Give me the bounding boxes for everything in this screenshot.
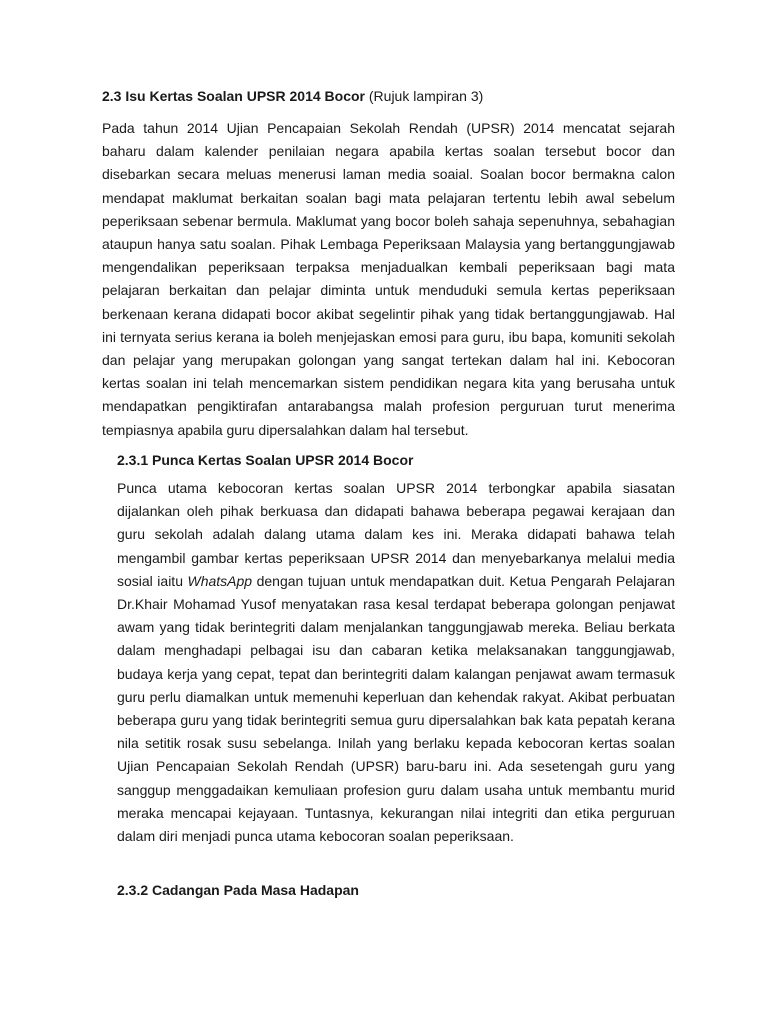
subsection-1-title: 2.3.1 Punca Kertas Soalan UPSR 2014 Bocor — [117, 452, 414, 468]
whatsapp-term: WhatsApp — [187, 572, 253, 589]
section-reference: (Rujuk lampiran 3) — [368, 88, 484, 104]
section-title: 2.3 Isu Kertas Soalan UPSR 2014 Bocor — [102, 88, 365, 104]
subsection-2-title: 2.3.2 Cadangan Pada Masa Hadapan — [117, 882, 359, 898]
section-heading — [102, 86, 483, 106]
section-paragraph — [102, 117, 675, 442]
subsection-1-paragraph — [117, 477, 675, 848]
subsection-1-paragraph-text — [117, 477, 675, 848]
subsection-1-text-part1: Punca utama kebocoran kertas soalan UPSR 2014 terbongkar apabila siasatan dijalankan oleh pihak berkuasa dan didapati bahawa beberapa pegawai kerajaan dan guru sekolah adalah dalang utama dalam kes ini. Meraka didapati bahawa telah mengambil gambar kertas peperiksaan UPSR 2014 dan menyebarkanya melalui media sosial iaitu — [117, 480, 675, 589]
subsection-1-text-part2: dengan tujuan untuk mendapatkan duit. Ketua Pengarah Pelajaran Dr.Khair Mohamad Yusof menyatakan rasa kesal terdapat beberapa golongan penjawat awam yang tidak berintegriti dalam menjalankan tanggungjawab mereka. Beliau berkata dalam menghadapi pelbagai isu dan cabaran ketika melaksanakan tanggungjawab, budaya kerja yang cepat, tepat dan berintegriti dalam kalangan penjawat awam termasuk guru perlu diamalkan untuk memenuhi keperluan dan kehendak rakyat. Akibat perbuatan beberapa guru yang tidak berintegriti semua guru dipersalahkan bak kata pepatah kerana nila setitik rosak susu sebelanga. Inilah yang berlaku kepada kebocoran kertas soalan Ujian Pencapaian Sekolah Rendah (UPSR) baru-baru ini. Ada sesetengah guru yang sanggup menggadaikan kemuliaan profesion guru dalam usaha untuk membantu murid meraka mencapai kejayaan. Tuntasnya, kekurangan nilai integriti dan etika perguruan dalam diri menjadi punca utama kebocoran soalan peperiksaan. — [117, 572, 676, 845]
section-paragraph-text: Pada tahun 2014 Ujian Pencapaian Sekolah Rendah (UPSR) 2014 mencatat sejarah baharu dalam kalender penilaian negara apabila kertas soalan tersebut bocor dan disebarkan secara meluas menerusi laman media soaial. Soalan bocor bermakna calon mendapat maklumat berkaitan soalan bagi mata pelajaran tertentu lebih awal sebelum peperiksaan sebenar bermula. Maklumat yang bocor boleh sahaja sepenuhnya, sebahagian ataupun hanya satu soalan. Pihak Lembaga Peperiksaan Malaysia yang bertanggungjawab mengendalikan peperiksaan terpaksa menjadualkan kembali peperiksaan bagi mata pelajaran berkaitan dan pelajar diminta untuk menduduki semula kertas peperiksaan berkenaan kerana didapati bocor akibat segelintir pihak yang tidak bertanggungjawab. Hal ini ternyata serius kerana ia boleh menjejaskan emosi para guru, ibu bapa, komuniti sekolah dan pelajar yang merupakan golongan yang sangat tertekan dalam hal ini. Kebocoran kertas soalan ini telah mencemarkan sistem pendidikan negara kita yang berusaha untuk mendapatkan pengiktirafan antarabangsa malah profesion perguruan turut menerima tempiasnya apabila guru dipersalahkan dalam hal tersebut. — [102, 120, 675, 438]
